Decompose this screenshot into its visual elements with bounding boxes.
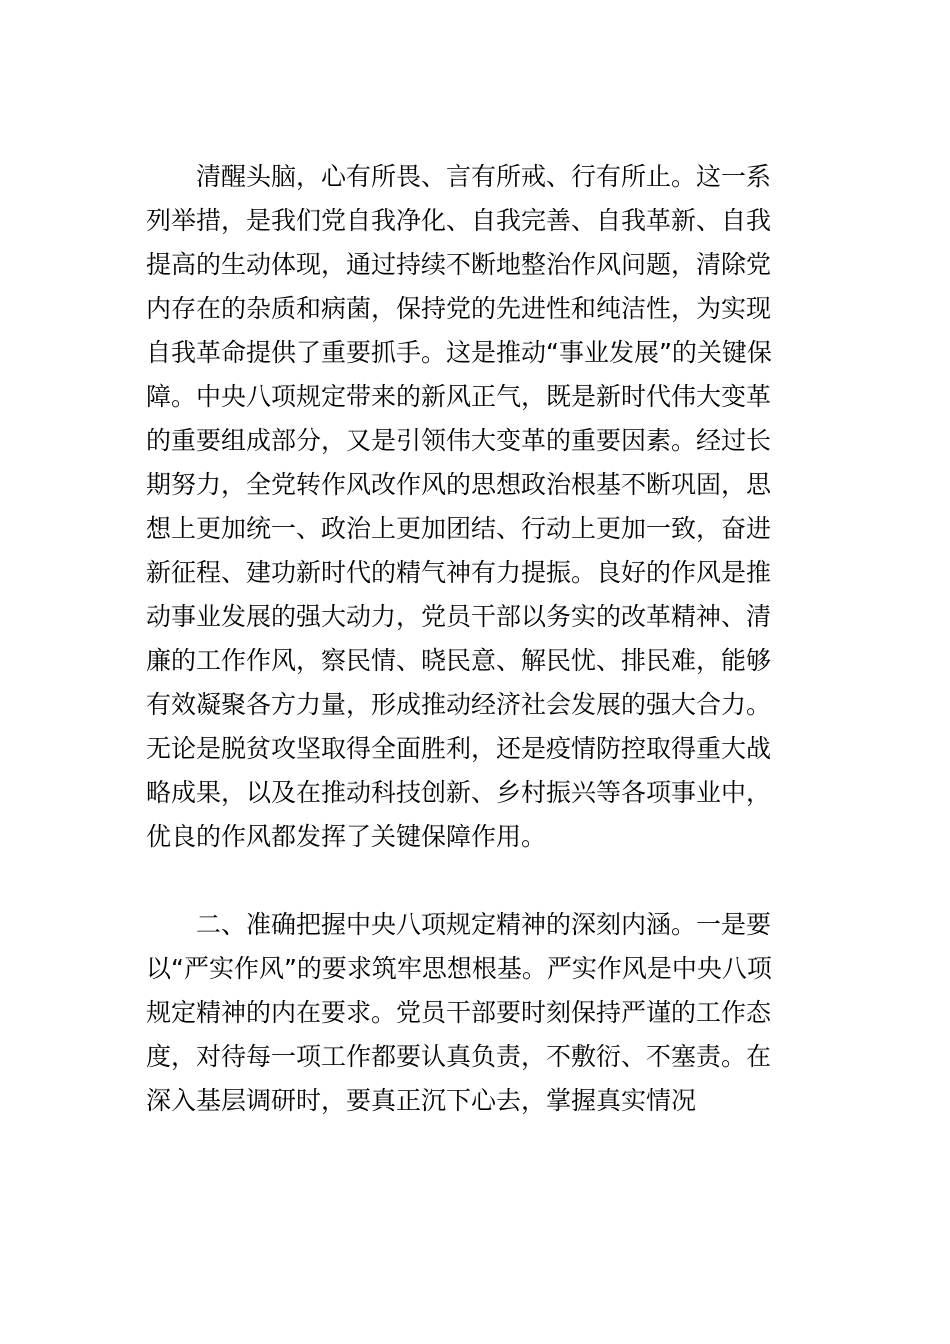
paragraph-section-two [146, 903, 806, 1123]
text-line: 列举措，是我们党自我净化、自我完善、自我革新、自我 [146, 206, 772, 235]
paragraph-work-style-significance [146, 155, 806, 859]
text-line: 想上更加统一、政治上更加团结、行动上更加一致，奋进 [146, 514, 772, 543]
text-line: 的重要组成部分，又是引领伟大变革的重要因素。经过长 [146, 426, 772, 455]
text-line: 新征程、建功新时代的精气神有力提振。良好的作风是推 [146, 558, 772, 587]
text-line: 深入基层调研时，要真正沉下心去，掌握真实情况 [146, 1086, 697, 1115]
text-line: 有效凝聚各方力量，形成推动经济社会发展的强大合力。 [146, 690, 772, 719]
text-line: 障。中央八项规定带来的新风正气，既是新时代伟大变革 [146, 382, 772, 411]
text-line: 提高的生动体现，通过持续不断地整治作风问题，清除党 [146, 250, 772, 279]
text-line: 内存在的杂质和病菌，保持党的先进性和纯洁性，为实现 [146, 294, 772, 323]
text-line: 无论是脱贫攻坚取得全面胜利，还是疫情防控取得重大战 [146, 734, 772, 763]
text-line: 度，对待每一项工作都要认真负责，不敷衍、不塞责。在 [146, 1042, 772, 1071]
text-line: 自我革命提供了重要抓手。这是推动“事业发展”的关键保 [146, 338, 772, 367]
text-line: 二、准确把握中央八项规定精神的深刻内涵。一是要 [196, 910, 772, 939]
text-line: 廉的工作作风，察民情、晓民意、解民忧、排民难，能够 [146, 646, 772, 675]
text-line: 略成果，以及在推动科技创新、乡村振兴等各项事业中， [146, 778, 772, 807]
text-line: 期努力，全党转作风改作风的思想政治根基不断巩固，思 [146, 470, 772, 499]
text-line: 规定精神的内在要求。党员干部要时刻保持严谨的工作态 [146, 998, 772, 1027]
text-line: 以“严实作风”的要求筑牢思想根基。严实作风是中央八项 [146, 954, 772, 983]
text-line: 动事业发展的强大动力，党员干部以务实的改革精神、清 [146, 602, 772, 631]
text-line: 优良的作风都发挥了关键保障作用。 [146, 822, 547, 851]
text-line: 清醒头脑，心有所畏、言有所戒、行有所止。这一系 [196, 162, 772, 191]
